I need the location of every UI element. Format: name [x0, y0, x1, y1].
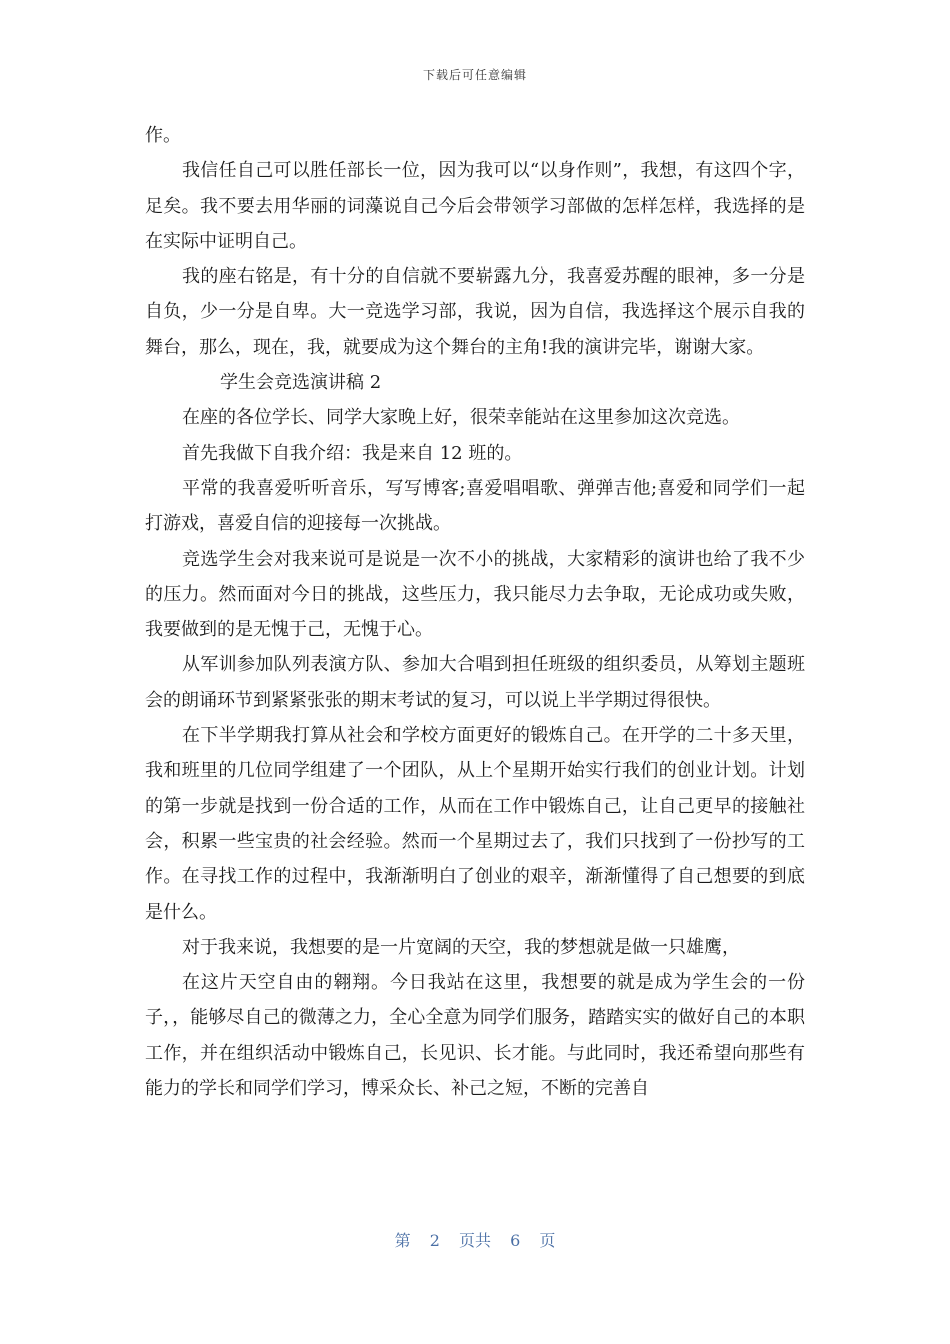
- page-footer: 第 2 页共 6 页: [394, 1231, 556, 1250]
- paragraph: 在座的各位学长、同学大家晚上好，很荣幸能站在这里参加这次竞选。: [182, 407, 740, 429]
- paragraph: 我信任自己可以胜任部长一位，因为我可以“以身作则”，我想，有这四个字，足矣。我不要去用华丽的词藻说自己今后会带领学习部做的怎样怎样，我选择的是在实际中证明自己。: [145, 160, 805, 252]
- page-header: 下载后可任意编辑: [422, 68, 527, 82]
- paragraph: 在下半学期我打算从社会和学校方面更好的锻炼自己。在开学的二十多天里，我和班里的几位同学组建了一个团队，从上个星期开始实行我们的创业计划。计划的第一步就是找到一份合适的工作，从而在工作中锻炼自己，让自己更早的接触社会，积累一些宝贵的社会经验。然而一个星期过去了，我们只找到了一份抄写的工作。在寻找工作的过程中，我渐渐明白了创业的艰辛，渐渐懂得了自己想要的到底是什么。: [145, 725, 805, 923]
- paragraph: 竞选学生会对我来说可是说是一次不小的挑战，大家精彩的演讲也给了我不少的压力。然而面对今日的挑战，这些压力，我只能尽力去争取，无论成功或失败，我要做到的是无愧于己，无愧于心。: [145, 548, 805, 641]
- paragraph: 从军训参加队列表演方队、参加大合唱到担任班级的组织委员，从筹划主题班会的朗诵环节到紧紧张张的期末考试的复习，可以说上半学期过得很快。: [145, 654, 805, 711]
- paragraph: 首先我做下自我介绍：我是来自 12 班的。: [182, 442, 523, 464]
- paragraph: 平常的我喜爱听听音乐，写写博客;喜爱唱唱歌、弹弹吉他;喜爱和同学们一起打游戏，喜爱自信的迎接每一次挑战。: [145, 477, 805, 535]
- paragraph: 在这片天空自由的翱翔。今日我站在这里，我想要的就是成为学生会的一份子，，能够尽自己的微薄之力，全心全意为同学们服务，踏踏实实的做好自己的本职工作，并在组织活动中锻炼自己，长见识、长才能。与此同时，我还希望向那些有能力的学长和同学们学习，博采众长、补己之短，不断的完善自: [145, 972, 805, 1100]
- paragraph: 对于我来说，我想要的是一片宽阔的天空，我的梦想就是做一只雄鹰，: [182, 936, 740, 958]
- document-body: [145, 118, 805, 1106]
- paragraph: 作。: [145, 125, 181, 146]
- paragraph: 我的座右铭是，有十分的自信就不要崭露九分，我喜爱苏醒的眼神，多一分是自负，少一分是自卑。大一竞选学习部，我说，因为自信，我选择这个展示自我的舞台，那么，现在，我，就要成为这个舞台的主角!我的演讲完毕，谢谢大家。: [145, 266, 805, 358]
- section-heading: 学生会竞选演讲稿 2: [220, 372, 382, 394]
